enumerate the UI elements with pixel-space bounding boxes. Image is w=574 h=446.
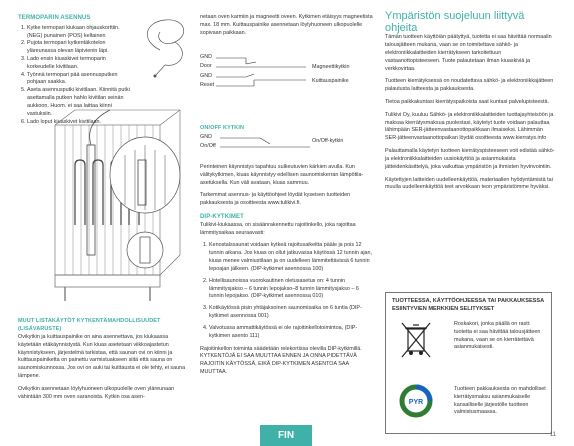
reset-button-label: Kuittauspainike	[312, 78, 349, 84]
right-column	[385, 10, 555, 197]
middle-column-2	[200, 164, 373, 382]
dip-intro: Tulikivi-kiukaassa, on sisäänrakennettu rajoitinkello, joka rajoittaa lämmitysaikaa seuraavasti:	[200, 221, 356, 236]
remote-paragraph: Ovikytkin ja kuittauspainike on aina asennettava, jos kiukaassa käytetään etäkäynnistystä. Kun kiuas asetetaan viikkoajastetun käynnistykseen, järjestelmä tarkistaa, että saunan ovi on kiinni ja kuittauspainiketta on painettu varmistuakseen siitä että sauna on saunomiskunnossa. Jos ovi on auki tai kuittausta ei ole tehty, ei sauna lämpene.	[18, 333, 186, 380]
dip-item: 4. Valvotussa ammattikäytössä ei ole rajoitinkellotoimintoa, (DIP-kytkimen asento 111)	[209, 325, 373, 341]
dip-list	[200, 242, 373, 340]
dip-note: Rajoitinkellon toiminta säädetään relekortissa olevilla DIP-kytkimillä. KYTKENTÖJÄ EI SAA MUUTTAA ENNEN JA ONNA PIDETTÄVÄ RAJOITIN KÄYTÖSSÄ, EIKÄ DIP-KYTKIMEN ASENTOA SAA MUUTTAA.	[200, 345, 362, 376]
connection-title: TERMOPARIN ASENNUS	[18, 15, 91, 21]
dip-title: DIP-KYTKIMET	[200, 214, 244, 221]
dip-item: 3. Kotikäytössä pisin yhtäjaksoinen saunomisaika on 6 tuntia (DIP-kytkimet asennossa 001)	[209, 305, 373, 321]
wire-label: Reset	[200, 82, 215, 88]
step: 5. Aseta asennusputki kivitilaan. Kiinnitä putki asettamalla putken hahlo kivitilan seinän aukkoon. Huom. ei saa laittaa kiinni vastuksiin.	[27, 87, 137, 118]
onoff-switch-label: On/Off-kytkin	[312, 138, 344, 144]
step: 1. Kytke termopari kiukaan ohjauskorttiin. (NEG) punainen (POS) keltainen	[27, 25, 122, 41]
page-number: 11	[549, 432, 556, 438]
crossed-bin-icon	[398, 319, 434, 361]
dip-item: 1. Kenostalssaunat voidaan kytkeä rajoitusaikeitta pääle ja pois 12 tunnin aikana. Jos kiuas on ollut jatkuvassa käytössä 12 tunnin ajan, kiuas menee valmiustilaan ja on uudelleen lämmitettävissä 6 tunnin lepoajan jälkeen. (DIP-kytkimet asennossa 100)	[209, 242, 373, 273]
bin-explanation: Roskakori, jonka päällä on rasti: tuotetta ei saa hävittää talousjätteen mukana, vaan se on kierrätettävä asianmukaisesti.	[454, 321, 541, 351]
thermocouple-illustration	[130, 10, 210, 80]
wiring-lines	[216, 54, 316, 94]
env-paragraph: Palauttamalla käytetyn tuotteen kierrätyspisteeseen voit edistää sähkö- ja elektroniikkalaitteiden uusiokäyttöä ja asianmukaista jätteidenkäsittelyä, joka vaikuttaa ympäristön ja ihmisten hyvinvointiin.	[385, 148, 555, 170]
step: 6. Lado loput kiuaskivet kivitilaan.	[27, 119, 122, 127]
wire-label: On/Off	[200, 143, 216, 149]
pyr-logo-icon	[396, 381, 436, 421]
wire-label: GND	[200, 73, 212, 79]
detail-circle	[105, 135, 185, 275]
wire-label: GND	[200, 54, 212, 60]
step: 3. Lado ensin kiuaskivet termoparin korkeudelle kivitilaan.	[27, 56, 122, 72]
middle-column	[200, 14, 373, 42]
remote-section	[18, 318, 190, 407]
symbols-title: TUOTTEESSA, KÄYTTÖOHJEESSA TAI PAKKAUKSESSA ESIINTYVIEN MERKKIEN SELITYKSET	[392, 298, 544, 313]
remote-paragraph: Ovikytkin asennetaan löylyhuoneen ulkopuolelle oven yläreunaan vähintään 300 mm oven saranoista. Kytkin osa asen-	[18, 385, 175, 400]
magnet-switch-label: Magneettikytkin	[312, 64, 350, 70]
onoff-title: ON/OFF KYTKIN	[200, 125, 245, 131]
env-paragraph: Tuotteen kierrätyksessä on noudatettava sähkö- ja elektroniikkajätteen palautusta laitteesta ja pakkauksesta.	[385, 78, 554, 93]
env-paragraph: Käytettyjen laitteiden uudelleenkäyttöä, materiaalien hyödyntämistä tai muulla uudelleenkäyttöä teet arvokkaan teon ympäristömme hyväksi.	[385, 176, 553, 191]
step: 2. Pujota termopari kytkentäkotelon yläreunassa olevan läpivienin läpi.	[27, 40, 122, 56]
env-paragraph: Tietoa paikkakuntasi kierrätyspaikoista saat kuntasi palvelupisteestä.	[385, 98, 550, 105]
remote-title: MUUT LISTAKÄYTÖT KYTKENTÄMAHDOLLISUUDET (LISÄVARUSTE)	[18, 318, 161, 332]
wire-label: GND	[200, 134, 212, 140]
onoff-wiring-diagram	[200, 134, 375, 156]
door-wiring-diagram	[200, 54, 375, 102]
start-paragraph: Perinteinen käynnistys tapahtuu sulkeutuvien kärkien avulla. Kun välitykytkimen, kiuas käynnistyy edellisen saunomiskerran lämpötila-asetuksella. Kun väli avataan, kiuas sammuu.	[200, 164, 364, 186]
dip-item: 2. Hotellisaunoissa vuorokautinen oletusasetus on: 4 tunnin lämmitysjakso – 6 tunnin lepojakso–8 tunnin lämmitysjakso – 6 tunnin lepojakso. (DIP-kytkimet asennossa 010)	[209, 278, 373, 301]
env-paragraph: Tämän tuotteen käyttöiän päätyttyä, tuotetta ei saa hävittää normaalin talousjätteen mukana, vaan se on toimitettava sähkö- ja elektroniikkalaitteiden kierrätykseen tarkoitettuun vastaanottopisteeseen. Tuote palautetaan ilman kiuaskiviä ja verkkovirtaa.	[385, 34, 552, 72]
environment-title: Ympäristön suojeluun liittyvä ohjeita	[385, 10, 525, 35]
step: 4. Työnnä termopari pää asennusputken pohjaan saakka.	[27, 72, 122, 88]
onoff-lines	[220, 134, 320, 154]
pyr-explanation: Tuotteen pakkauksesta on mahdolliset kierrätysmaksu asianmukaiselle kansalliselle järjestölle tuotteen valmistusmaassa.	[454, 386, 546, 416]
wire-label: Door	[200, 63, 212, 69]
pyr-label: PYR	[408, 399, 424, 406]
language-tab: FIN	[260, 425, 312, 446]
instructions-paragraph: Tarkemmat asennus- ja käyttöohjeet löydät kyseisen tuotteiden pakkauksesta ja osoitteesta www.tulikivi.fi.	[200, 192, 351, 207]
env-paragraph: Tulikivi Oy, kuuluu Sähkö- ja elektroniikkalaitteiden tuottajayhteisöön ja maksaa kierrätysmaksua puolestasi, käytetyt tuote voidaan palauttaa lähimpään SER-jätteenvastaanottopaikkaan ilmaiseksi. Lähimmän SER-jätteenvastaanottopaikan löydät osoitteesta www.kierratys.info	[385, 111, 554, 142]
symbol-explanations-box	[385, 292, 552, 434]
door-switch-paragraph: netaan oven karmiin ja magneetti oveen. Kytkimen etäisyys magneetista max. 18 mm. Kuittauspainike asennetaan löylyhuoneen ulkopuolelle sopivaan paikkaan.	[200, 14, 373, 36]
